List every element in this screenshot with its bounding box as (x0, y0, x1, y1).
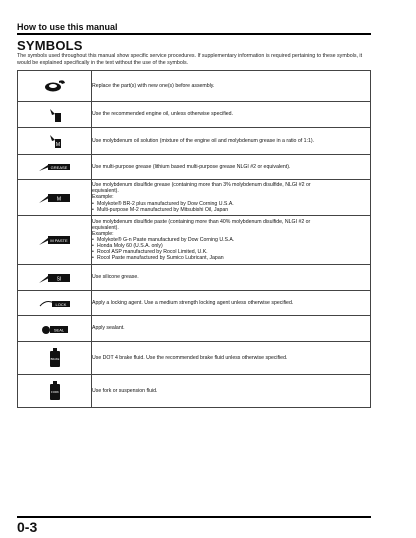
symbol-row (18, 342, 371, 375)
molybdenum-paste-icon (38, 233, 72, 247)
molybdenum-grease-icon (38, 191, 72, 205)
symbol-description: Use the recommended engine oil, unless otherwise specified. (92, 111, 234, 118)
symbol-row (18, 316, 371, 342)
locking-agent-icon (38, 297, 72, 309)
symbol-row (18, 71, 371, 102)
fork-fluid-icon (49, 381, 61, 401)
symbol-description: Use fork or suspension fluid. (92, 387, 158, 394)
svg-text:M: M (56, 196, 61, 202)
symbol-description: equivalent). (92, 188, 119, 195)
example-item: • Rocol ASP manufactured by Rocol Limited, U.K. (92, 249, 370, 255)
symbol-description: Use molybdenum disulfide paste (containing more than 40% molybdenum disulfide, NLGI #2 or (92, 218, 311, 225)
example-item: • Molykote® G-n Paste manufactured by Dow Corning U.S.A. (92, 237, 370, 243)
example-item: • Multi-purpose M-2 manufactured by Mitsubishi Oil, Japan (92, 207, 370, 213)
symbol-description: Use DOT 4 brake fluid. Use the recommended brake fluid unless otherwise specified. (92, 354, 288, 361)
footer-rule (17, 516, 371, 518)
symbol-description: Use multi-purpose grease (lithium based multi-purpose grease NLGI #2 or equivalent). (92, 163, 291, 170)
svg-text:SI: SI (56, 276, 61, 282)
page-number: 0-3 (17, 519, 38, 535)
symbol-description: Apply sealant. (92, 325, 125, 332)
symbol-row (18, 291, 371, 316)
svg-text:M PASTE: M PASTE (49, 238, 68, 243)
silicone-grease-icon (38, 271, 72, 285)
engine-oil-icon (47, 107, 63, 123)
symbol-description: equivalent). (92, 224, 119, 231)
svg-text:LOCK: LOCK (55, 302, 66, 307)
multipurpose-grease-icon (38, 161, 72, 173)
symbols-table (17, 70, 371, 408)
molybdenum-oil-icon (47, 133, 63, 149)
section-label: How to use this manual (17, 22, 118, 32)
symbol-row (18, 102, 371, 128)
symbol-description: Replace the part(s) with new one(s) before assembly. (92, 82, 215, 89)
intro-paragraph: The symbols used throughout this manual show specific service procedures. If supplementary information is required pertaining to these symbols, it would be explained specifically in the text without the use of the symbols. (17, 53, 363, 66)
example-item: • Rocol Paste manufactured by Sumico Lubricant, Japan (92, 255, 370, 261)
symbol-description: Use molybdenum oil solution (mixture of the engine oil and molybdenum grease in a ratio of 1:1). (92, 137, 315, 144)
manual-page (17, 0, 371, 538)
page-title: SYMBOLS (17, 38, 83, 53)
symbol-row (18, 375, 371, 408)
symbol-description: Use molybdenum disulfide grease (containing more than 3% molybdenum disulfide, NLGI #2 or (92, 182, 311, 189)
replace-part-icon (43, 78, 67, 94)
svg-text:GREASE: GREASE (50, 165, 67, 170)
symbol-description: Use silicone grease. (92, 274, 139, 281)
header-rule (17, 33, 371, 35)
symbol-row (18, 180, 371, 216)
svg-text:M: M (55, 142, 60, 148)
symbol-row (18, 216, 371, 265)
symbol-description: Example: (92, 194, 114, 201)
svg-text:SEAL: SEAL (53, 327, 64, 332)
symbol-row (18, 155, 371, 180)
sealant-icon (40, 322, 70, 336)
symbol-row (18, 128, 371, 155)
example-item: • Molykote® BR-2 plus manufactured by Dow Corning U.S.A. (92, 201, 370, 207)
symbol-description: Apply a locking agent. Use a medium strength locking agent unless otherwise specified. (92, 299, 294, 306)
symbol-row (18, 265, 371, 291)
example-item: • Honda Moly 60 (U.S.A. only) (92, 243, 370, 249)
symbol-description: Example: (92, 230, 114, 237)
svg-text:BRAKE: BRAKE (50, 358, 59, 361)
svg-text:FORK: FORK (50, 390, 59, 394)
brake-fluid-icon (49, 348, 61, 368)
